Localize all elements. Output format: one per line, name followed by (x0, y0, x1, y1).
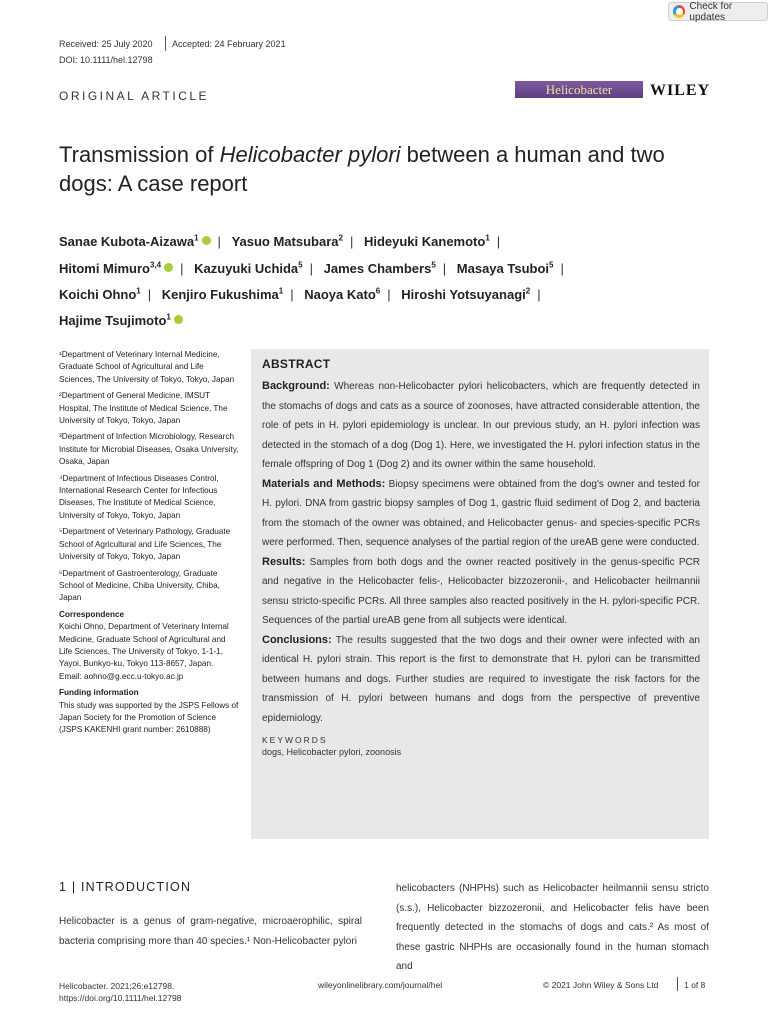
abstract-results: Results: Samples from both dogs and the owner reacted positively in the genus-specific PCR and negative in the Helicobacter felis-, Helicobacter bizzozeronii-, and Helicobacter heilmannii sensu stricto-specific PCRs. All three samples also reacted positively in the H. pylori-specific PCR. Sequences of the partial ureAB gene from all subjects were identical. (262, 555, 700, 626)
publisher-logo: WILEY (650, 82, 711, 99)
author[interactable]: Hajime Tsujimoto$^1$ (59, 312, 171, 329)
affiliation: ³Department of Infection Microbiology, Research Institute for Microbial Diseases, Osaka University, Osaka, Japan (59, 432, 239, 467)
section-heading: 1 | INTRODUCTION (59, 880, 192, 894)
correspondence-text: Koichi Ohno, Department of Veterinary Internal Medicine, Graduate School of Agricultural and Life Sciences, The University of Tokyo, 1-1-1, Yayoi, Bunkyo-ku, Tokyo 113-8657, Japan. (59, 622, 229, 669)
affiliation: ²Department of General Medicine, IMSUT Hospital, The Institute of Medical Science, The University of Tokyo, Tokyo, Japan (59, 391, 228, 426)
affiliation: ⁴Department of Infectious Diseases Control, International Research Center for Infectious Diseases, The Institute of Medical Science, University of Tokyo, Tokyo, Japan (59, 473, 219, 520)
keywords: dogs, Helicobacter pylori, zoonosis (262, 747, 402, 757)
abstract-background: Background: Whereas non-Helicobacter pylori helicobacters, which are frequently detected in the stomachs of dogs and cats as a source of zoonoses, have attracted considerable attention, the role of pets in H. pylori epidemiology is unclear. In our previous study, an H. pylori infection was detected in the stomach of a dog (Dog 1). Here, we investigated the H. pylori infection status in the female offspring of Dog 1 (Dog 2) and its owner within the same household. (262, 380, 700, 470)
check-for-updates-badge[interactable] (668, 2, 768, 21)
abstract-methods: Materials and Methods: Biopsy specimens were obtained from the dog's owner and tested for H. pylori. DNA from gastric biopsy samples of Dog 1, gastric fluid sediment of Dog 2, and bacteria from the stomach of the owner was obtained, and Helicobacter genus- and species-specific PCRs were performed. Then, sequence analyses of the partial region of the ureAB gene were conducted. (262, 477, 700, 548)
funding-heading: Funding information (59, 688, 139, 698)
author[interactable]: Hiroshi Yotsuyanagi$^2$ (401, 286, 531, 302)
footer-copyright: © 2021 John Wiley & Sons Ltd (543, 980, 659, 990)
author[interactable]: Kazuyuki Uchida$^5$ (194, 260, 303, 276)
author[interactable]: Koichi Ohno$^1$ (59, 286, 141, 302)
check-for-updates-label: Check for updates (689, 0, 733, 23)
author[interactable]: James Chambers$^5$ (323, 260, 436, 276)
footer-journal: Helicobacter. 2021;26:e12798. (59, 981, 175, 991)
abstract-heading: ABSTRACT (262, 357, 331, 371)
author-list: Sanae Kubota-Aizawa$^1$ | Yasuo Matsubara$^2$ | Hideyuki Kanemoto$^1$ | Hitomi Mimuro$^{3,4}$ | Kazuyuki Uchida$^5$ | James Chambers$^5$ | Masaya Tsuboi$^5$ | Koichi Ohno$^1$ | Kenjiro Fukushima$^1$ | Naoya Kato$^6$ | Hiroshi Yotsuyanagi$^2$ | Hajime Tsujimoto$^1$ (59, 234, 564, 329)
funding-text: This study was supported by the JSPS Fellows of Japan Society for the Promotion of Science (JSPS KAKENHI grant number: 2610888) (59, 700, 239, 735)
body-text-col1: Helicobacter is a genus of gram-negative, microaerophilic, spiral bacteria comprising more than 40 species.¹ Non-Helicobacter pylori (59, 916, 362, 947)
abstract-conclusions: Conclusions: The results suggested that the two dogs and their owner were infected with an identical H. pylori strain. This report is the first to demonstrate that H. pylori can be transmitted between humans and dogs. Further studies are required to investigate the risk factors for the transmission of H. pylori between humans and dogs from the perspective of preventive epidemiology. (262, 633, 700, 724)
footer-divider (677, 977, 678, 991)
author[interactable]: Hideyuki Kanemoto$^1$ (363, 234, 490, 250)
article-title: Transmission of Helicobacter pylori between a human and two dogs: A case report (59, 142, 665, 196)
article-type: ORIGINAL ARTICLE (59, 89, 210, 103)
footer-website-link[interactable]: wileyonlinelibrary.com/journal/hel (318, 980, 443, 990)
received-date: Received: 25 July 2020 (59, 39, 153, 49)
affiliations-column (59, 349, 239, 741)
orcid-icon[interactable] (164, 263, 173, 272)
doi[interactable]: DOI: 10.1111/hel.12798 (59, 55, 153, 65)
orcid-icon[interactable] (202, 236, 211, 245)
author[interactable]: Hitomi Mimuro$^{3,4}$ (59, 260, 162, 276)
affiliation: ⁶Department of Gastroenterology, Graduate School of Medicine, Chiba University, Chiba, Japan (59, 568, 220, 603)
orcid-icon[interactable] (174, 315, 183, 324)
abstract-box (251, 349, 709, 839)
keywords-heading: KEYWORDS (262, 735, 328, 745)
correspondence-email[interactable]: Email: aohno@g.ecc.u-tokyo.ac.jp (59, 671, 184, 681)
author[interactable]: Masaya Tsuboi$^5$ (456, 260, 554, 276)
affiliation: ⁵Department of Veterinary Pathology, Graduate School of Agricultural and Life Sciences, The University of Tokyo, Tokyo, Japan (59, 527, 231, 562)
affiliation: ¹Department of Veterinary Internal Medicine, Graduate School of Agricultural and Life Sciences, The University of Tokyo, Tokyo, Japan (59, 350, 235, 384)
author[interactable]: Naoya Kato$^6$ (304, 286, 381, 302)
page-number: 1 of 8 (684, 980, 706, 990)
journal-logo: Helicobacter (515, 81, 643, 98)
crossmark-icon (673, 5, 685, 18)
author[interactable]: Yasuo Matsubara$^2$ (231, 234, 343, 250)
footer-citation (59, 980, 181, 1004)
author[interactable]: Kenjiro Fukushima$^1$ (161, 286, 284, 302)
accepted-date: Accepted: 24 February 2021 (172, 39, 286, 49)
correspondence-heading: Correspondence (59, 609, 125, 619)
author[interactable]: Sanae Kubota-Aizawa$^1$ (59, 234, 199, 250)
header-divider (165, 36, 166, 51)
body-text-col2: helicobacters (NHPHs) such as Helicobacter heilmannii sensu stricto (s.s.), Helicobacter bizzozeronii, and Helicobacter felis have been frequently detected in the stomachs of dogs and cats.² As most of these gastric NHPHs are occasionally found in the human stomach and (396, 883, 709, 972)
footer-doi-link[interactable]: https://doi.org/10.1111/hel.12798 (59, 993, 182, 1003)
